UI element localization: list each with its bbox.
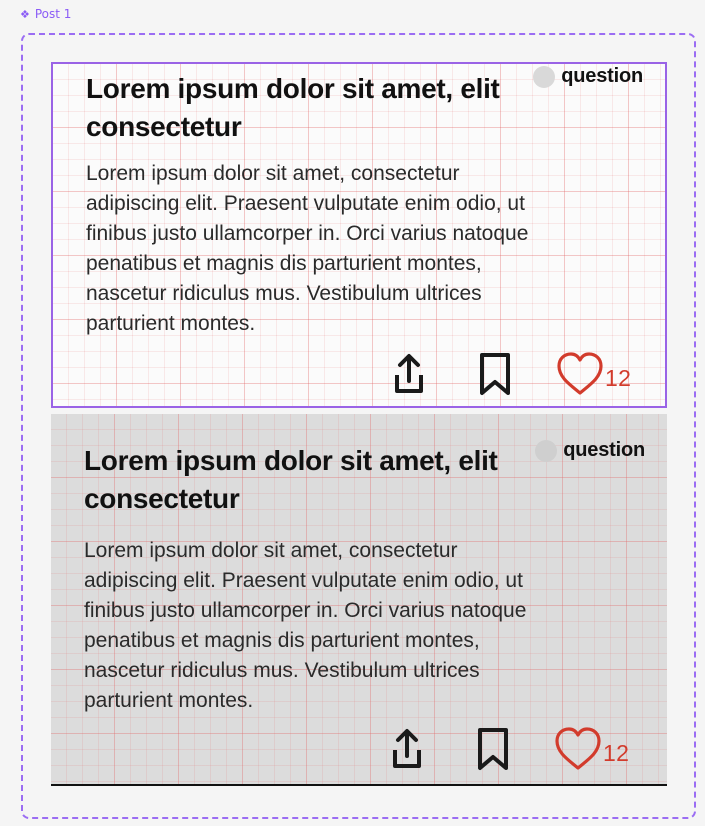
post-title: Lorem ipsum dolor sit amet, elit consectetur	[86, 73, 500, 142]
tag-dot-icon	[533, 66, 555, 88]
bookmark-icon[interactable]	[475, 351, 515, 399]
like-count: 12	[603, 740, 630, 766]
share-icon[interactable]	[387, 351, 431, 399]
post-actions	[53, 351, 665, 399]
tag-label: question	[563, 439, 645, 461]
heart-icon[interactable]	[555, 351, 605, 399]
bookmark-icon[interactable]	[473, 726, 513, 774]
post-tag	[535, 439, 645, 462]
heart-icon[interactable]	[553, 726, 603, 774]
post-body: Lorem ipsum dolor sit amet, consectetur adipiscing elit. Praesent vulputate enim odio, ut finibus justo ullamcorper in. Orci varius natoque penatibus et magnis dis parturient montes, nascetur ridiculus mus. Vestibulum ultrices parturient montes.	[86, 162, 529, 335]
post-body: Lorem ipsum dolor sit amet, consectetur adipiscing elit. Praesent vulputate enim odio, ut finibus justo ullamcorper in. Orci varius natoque penatibus et magnis dis parturient montes, nascetur ridiculus mus. Vestibulum ultrices parturient montes.	[84, 539, 527, 712]
frame-name: Post 1	[34, 7, 72, 21]
like-count: 12	[605, 365, 632, 391]
post-actions	[51, 726, 667, 774]
share-icon[interactable]	[385, 726, 429, 774]
component-set-icon: ❖	[20, 7, 30, 21]
post-tag	[533, 65, 643, 88]
tag-dot-icon	[535, 440, 557, 462]
post-title: Lorem ipsum dolor sit amet, elit consectetur	[84, 445, 498, 514]
post-card[interactable]	[51, 414, 667, 786]
post-card[interactable]	[51, 62, 667, 408]
frame-label[interactable]	[20, 6, 71, 22]
tag-label: question	[561, 65, 643, 87]
